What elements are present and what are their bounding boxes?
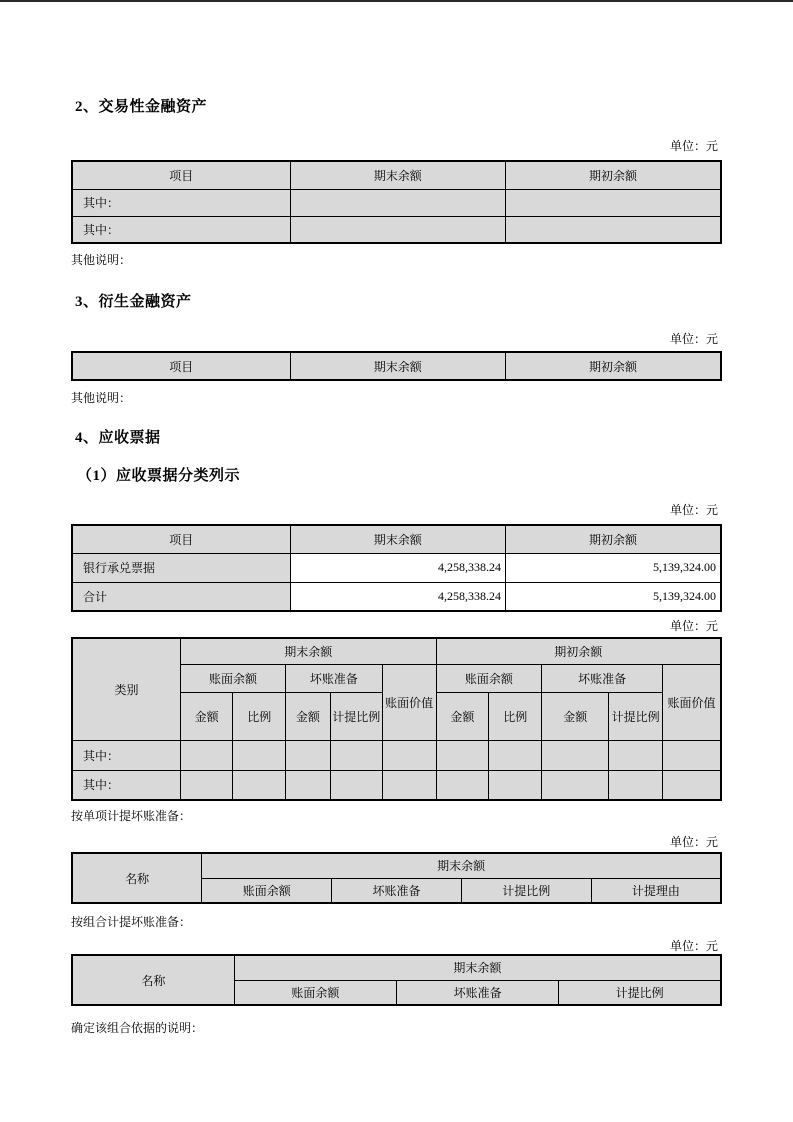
empty-cell — [489, 770, 542, 800]
heading-notes-receivable: 4、应收票据 — [75, 430, 161, 446]
empty-cell — [609, 770, 663, 800]
header-cell-name: 名称 — [72, 955, 234, 1005]
unit-label: 单位：元 — [669, 503, 718, 517]
provision-by-portfolio-table — [71, 954, 722, 1006]
header-cell-amount: 金额 — [286, 692, 331, 740]
value-cell: 5,139,324.00 — [506, 582, 721, 611]
item-cell: 其中： — [72, 216, 290, 243]
header-cell: 计提理由 — [591, 878, 721, 903]
empty-cell — [286, 770, 331, 800]
value-cell: 5,139,324.00 — [506, 553, 721, 582]
empty-cell — [542, 740, 609, 770]
header-cell-book-value: 账面价值 — [663, 664, 721, 740]
value-cell: 4,258,338.24 — [290, 582, 505, 611]
header-cell-ending-group: 期末余额 — [234, 955, 721, 980]
header-cell-amount: 金额 — [180, 692, 233, 740]
empty-cell — [663, 740, 721, 770]
item-cell: 其中： — [72, 740, 180, 770]
table-row — [72, 189, 721, 216]
header-cell: 项目 — [72, 352, 290, 380]
empty-cell — [180, 740, 233, 770]
header-cell-ending-group: 期末余额 — [202, 853, 721, 878]
empty-cell — [506, 216, 721, 243]
header-cell-book-balance: 账面余额 — [180, 664, 285, 692]
heading-notes-classification: （1）应收票据分类列示 — [77, 468, 241, 484]
header-cell-amount: 金额 — [542, 692, 609, 740]
header-cell: 计提比例 — [559, 980, 721, 1005]
derivative-assets-table — [71, 351, 722, 381]
header-cell-category: 类别 — [72, 638, 180, 740]
trading-assets-table — [71, 160, 722, 244]
empty-cell — [290, 189, 505, 216]
header-cell: 坏账准备 — [397, 980, 559, 1005]
empty-cell — [290, 216, 505, 243]
header-cell: 项目 — [72, 525, 290, 553]
table-header-row — [72, 525, 721, 553]
unit-label: 单位：元 — [669, 939, 718, 953]
heading-derivative-assets: 3、衍生金融资产 — [75, 294, 192, 310]
empty-cell — [233, 740, 286, 770]
item-cell: 其中： — [72, 770, 180, 800]
header-cell: 项目 — [72, 161, 290, 189]
empty-cell — [382, 770, 436, 800]
empty-cell — [286, 740, 331, 770]
header-cell-name: 名称 — [72, 853, 202, 903]
header-cell: 期初余额 — [506, 525, 721, 553]
table-row — [72, 770, 721, 800]
table-row — [72, 553, 721, 582]
header-cell-book-balance: 账面余额 — [436, 664, 542, 692]
note-portfolio-basis: 确定该组合依据的说明： — [71, 1021, 204, 1035]
table-row — [72, 216, 721, 243]
header-cell: 期末余额 — [290, 525, 505, 553]
header-cell-ending-group: 期末余额 — [180, 638, 436, 664]
page-top-edge — [0, 0, 793, 2]
header-cell: 期初余额 — [506, 161, 721, 189]
table-header-row — [72, 638, 721, 664]
header-cell: 期初余额 — [506, 352, 721, 380]
empty-cell — [489, 740, 542, 770]
heading-trading-assets: 2、交易性金融资产 — [75, 99, 208, 115]
empty-cell — [609, 740, 663, 770]
unit-label: 单位：元 — [669, 619, 718, 633]
header-cell: 计提比例 — [461, 878, 591, 903]
table-header-row — [72, 955, 721, 980]
header-cell-ratio: 比例 — [489, 692, 542, 740]
table-header-row — [72, 161, 721, 189]
item-cell: 银行承兑票据 — [72, 553, 290, 582]
provision-by-item-table — [71, 852, 722, 904]
header-cell-book-value: 账面价值 — [382, 664, 436, 740]
empty-cell — [382, 740, 436, 770]
header-cell: 期末余额 — [290, 352, 505, 380]
empty-cell — [542, 770, 609, 800]
table-header-row — [72, 853, 721, 878]
empty-cell — [330, 770, 382, 800]
empty-cell — [506, 189, 721, 216]
empty-cell — [180, 770, 233, 800]
table-row — [72, 740, 721, 770]
bad-debt-category-table — [71, 637, 722, 801]
table-header-row — [72, 352, 721, 380]
header-cell: 账面余额 — [234, 980, 396, 1005]
header-cell: 期末余额 — [290, 161, 505, 189]
unit-label: 单位：元 — [669, 139, 718, 153]
header-cell-amount: 金额 — [436, 692, 489, 740]
empty-cell — [436, 740, 489, 770]
other-note: 其他说明： — [71, 391, 132, 405]
item-cell: 其中： — [72, 189, 290, 216]
other-note: 其他说明： — [71, 253, 132, 267]
header-cell-bad-debt: 坏账准备 — [542, 664, 663, 692]
table-row — [72, 582, 721, 611]
header-cell: 账面余额 — [202, 878, 332, 903]
value-cell: 4,258,338.24 — [290, 553, 505, 582]
header-cell-bad-debt: 坏账准备 — [286, 664, 383, 692]
empty-cell — [436, 770, 489, 800]
item-cell: 合计 — [72, 582, 290, 611]
empty-cell — [233, 770, 286, 800]
unit-label: 单位：元 — [669, 835, 718, 849]
notes-classification-table — [71, 524, 722, 612]
header-cell-provision-ratio: 计提比例 — [330, 692, 382, 740]
note-by-item: 按单项计提坏账准备： — [71, 809, 192, 823]
header-cell-beginning-group: 期初余额 — [436, 638, 721, 664]
empty-cell — [663, 770, 721, 800]
header-cell-provision-ratio: 计提比例 — [609, 692, 663, 740]
unit-label: 单位：元 — [669, 332, 718, 346]
header-cell-ratio: 比例 — [233, 692, 286, 740]
note-by-portfolio: 按组合计提坏账准备： — [71, 915, 192, 929]
empty-cell — [330, 740, 382, 770]
header-cell: 坏账准备 — [332, 878, 462, 903]
